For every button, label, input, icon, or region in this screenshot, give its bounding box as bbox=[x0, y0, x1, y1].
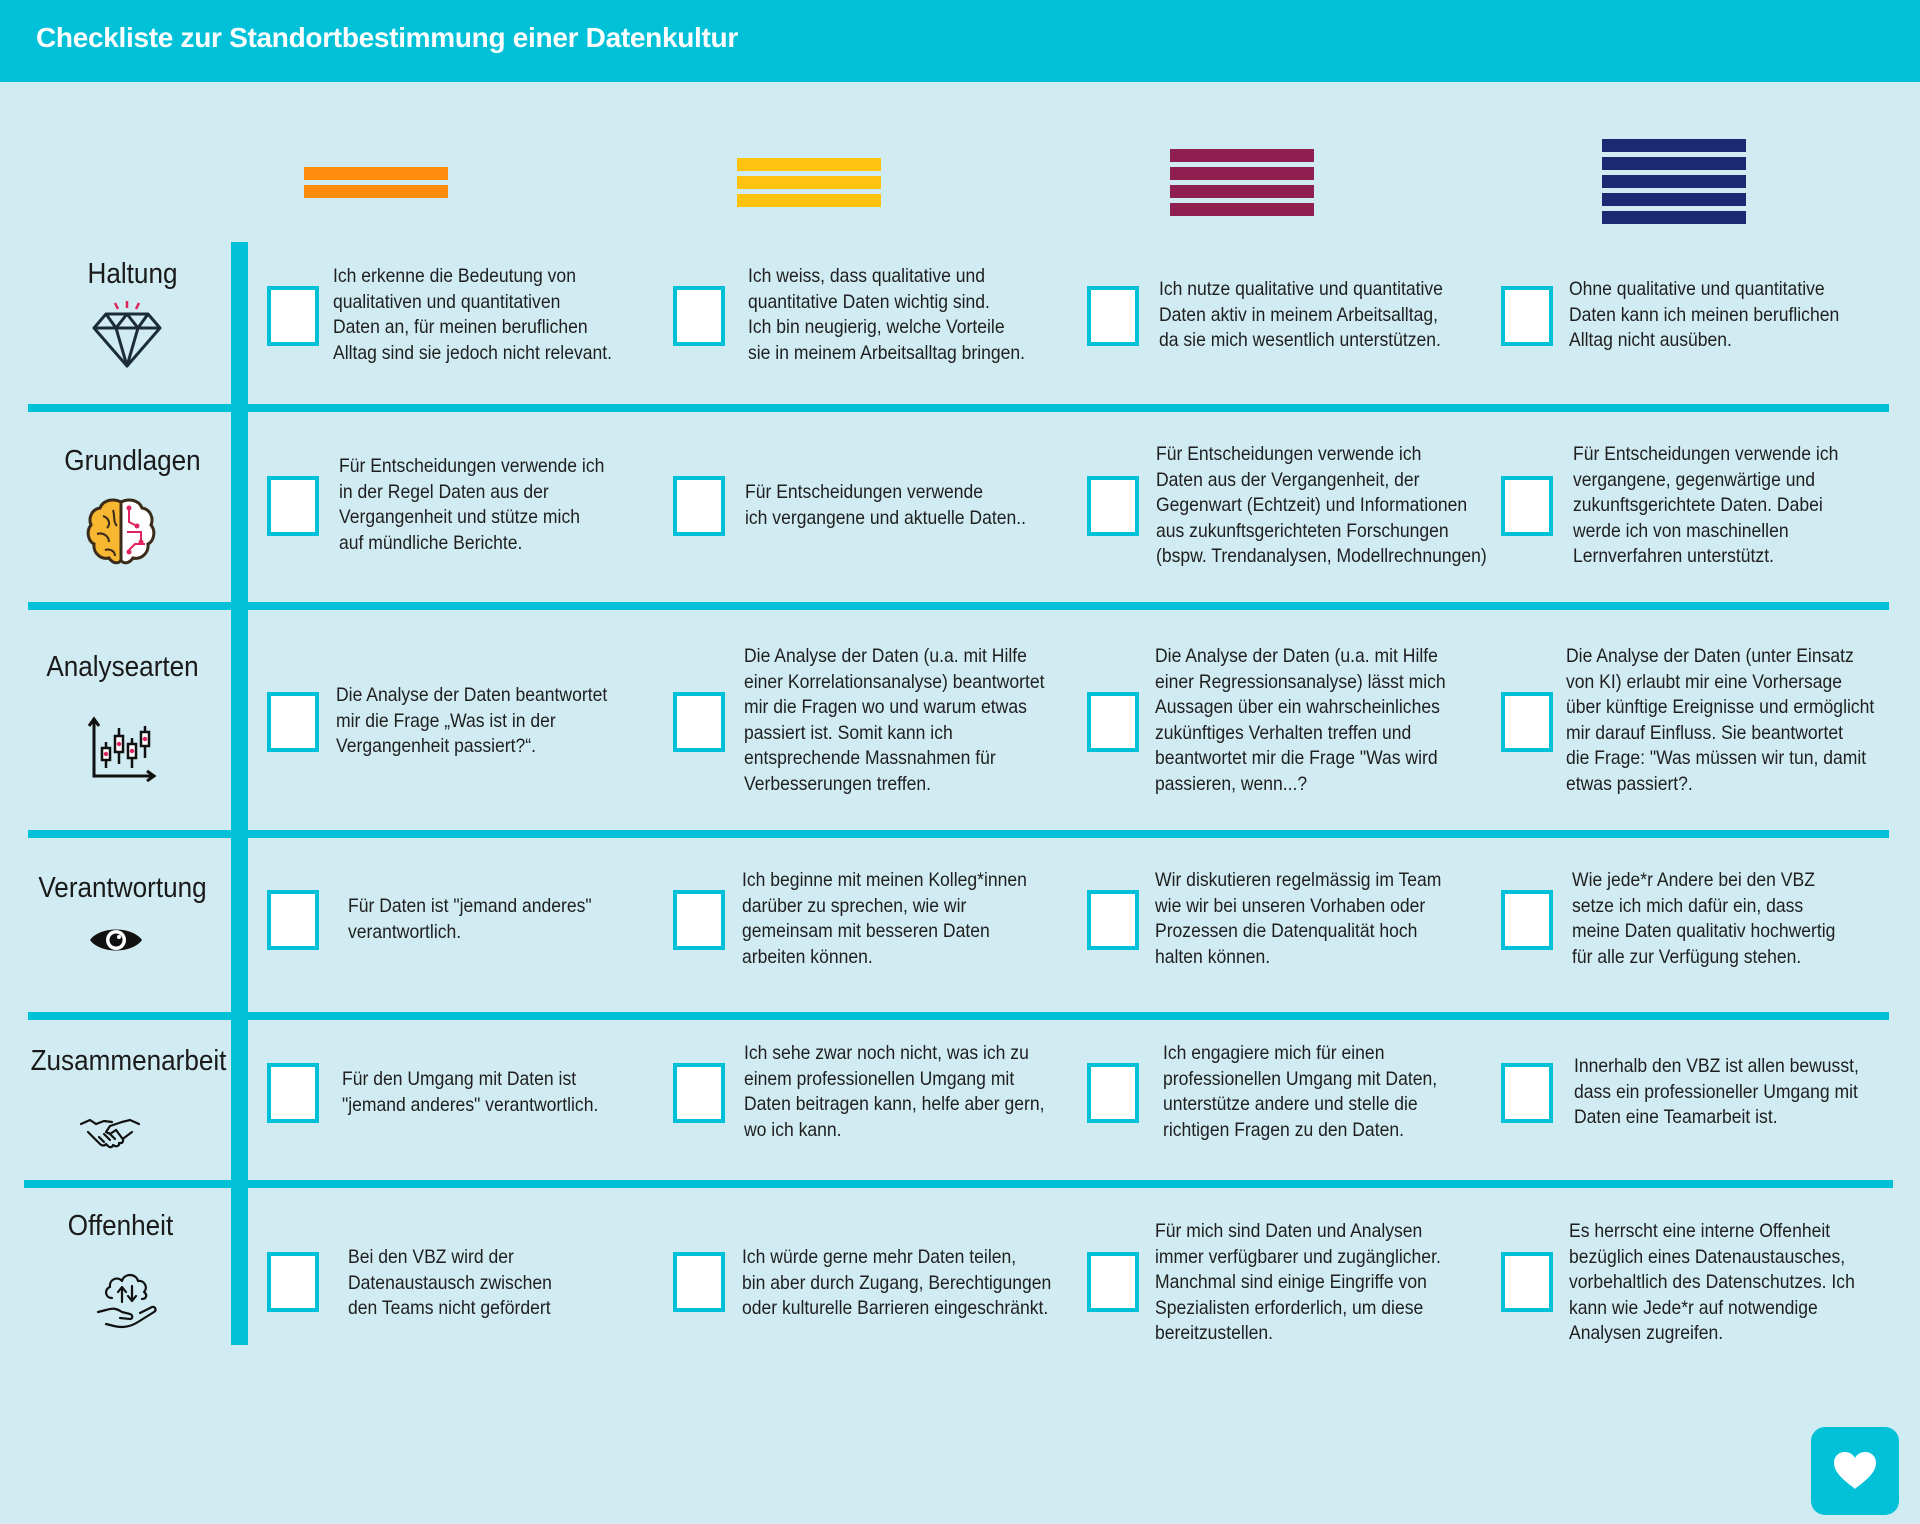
statement-grundlagen-level-1: Für Entscheidungen verwende ich in der Regel Daten aus der Vergangenheit und stütze mich auf mündliche Berichte. bbox=[339, 455, 605, 554]
checkbox-haltung-level-1[interactable] bbox=[267, 286, 319, 346]
level-3-icon bbox=[1170, 149, 1314, 221]
level-2-icon bbox=[737, 158, 881, 212]
statement-offenheit-level-1: Bei den VBZ wird der Datenaustausch zwischen den Teams nicht gefördert bbox=[348, 1246, 552, 1320]
statement-haltung-level-3: Ich nutze qualitative und quantitative Daten aktiv in meinem Arbeitsalltag, da sie mich wesentlich unterstützen. bbox=[1159, 278, 1443, 352]
row-divider bbox=[28, 404, 1889, 412]
checkbox-zusammenarbeit-level-1[interactable] bbox=[267, 1063, 319, 1123]
statement-haltung-level-4: Ohne qualitative und quantitative Daten kann ich meinen beruflichen Alltag nicht ausüben. bbox=[1569, 278, 1840, 352]
category-label-offenheit: Offenheit bbox=[67, 1210, 174, 1242]
heart-icon bbox=[1832, 1451, 1878, 1491]
statement-haltung-level-2: Ich weiss, dass qualitative und quantitative Daten wichtig sind. Ich bin neugierig, welche Vorteile sie in meinem Arbeitsalltag bringen. bbox=[748, 265, 1026, 364]
level-1-icon bbox=[304, 167, 448, 203]
statement-zusammenarbeit-level-1: Für den Umgang mit Daten ist "jemand anderes" verantwortlich. bbox=[342, 1068, 599, 1116]
level-4-icon bbox=[1602, 139, 1746, 229]
category-label-zusammenarbeit: Zusammenarbeit bbox=[30, 1045, 227, 1077]
checkbox-grundlagen-level-4[interactable] bbox=[1501, 476, 1553, 536]
checkbox-verantwortung-level-2[interactable] bbox=[673, 890, 725, 950]
checkbox-haltung-level-3[interactable] bbox=[1087, 286, 1139, 346]
row-divider bbox=[24, 1180, 1893, 1188]
statement-verantwortung-level-2: Ich beginne mit meinen Kolleg*innen darüber zu sprechen, wie wir gemeinsam mit besseren Daten arbeiten können. bbox=[742, 869, 1027, 968]
header-banner bbox=[0, 0, 1920, 82]
statement-verantwortung-level-4: Wie jede*r Andere bei den VBZ setze ich mich dafür ein, dass meine Daten qualitativ hochwertig für alle zur Verfügung stehen. bbox=[1572, 869, 1836, 968]
statement-offenheit-level-3: Für mich sind Daten und Analysen immer verfügbarer und zugänglicher. Manchmal sind einige Eingriffe von Spezialisten erforderlich, um diese bereitzustellen. bbox=[1155, 1220, 1441, 1345]
eye-icon bbox=[88, 923, 144, 957]
brain-icon bbox=[85, 496, 159, 568]
checkbox-grundlagen-level-2[interactable] bbox=[673, 476, 725, 536]
statement-grundlagen-level-2: Für Entscheidungen verwende ich vergangene und aktuelle Daten.. bbox=[745, 481, 1027, 529]
checkbox-zusammenarbeit-level-3[interactable] bbox=[1087, 1063, 1139, 1123]
checkbox-haltung-level-4[interactable] bbox=[1501, 286, 1553, 346]
checkbox-offenheit-level-1[interactable] bbox=[267, 1252, 319, 1312]
statement-haltung-level-1: Ich erkenne die Bedeutung von qualitativen und quantitativen Daten an, für meinen beruflichen Alltag sind sie jedoch nicht relevant. bbox=[333, 265, 613, 364]
checkbox-zusammenarbeit-level-4[interactable] bbox=[1501, 1063, 1553, 1123]
checkbox-offenheit-level-2[interactable] bbox=[673, 1252, 725, 1312]
statement-offenheit-level-4: Es herrscht eine interne Offenheit bezüglich eines Datenaustausches, vorbehaltlich des Datenschutzes. Ich kann wie Jede*r auf notwendige Analysen zugreifen. bbox=[1569, 1220, 1855, 1345]
checkbox-verantwortung-level-4[interactable] bbox=[1501, 890, 1553, 950]
checkbox-zusammenarbeit-level-2[interactable] bbox=[673, 1063, 725, 1123]
statement-offenheit-level-2: Ich würde gerne mehr Daten teilen, bin aber durch Zugang, Berechtigungen oder kulturelle Barrieren eingeschränkt. bbox=[742, 1246, 1052, 1320]
checkbox-verantwortung-level-3[interactable] bbox=[1087, 890, 1139, 950]
checkbox-analysearten-level-4[interactable] bbox=[1501, 692, 1553, 752]
statement-grundlagen-level-3: Für Entscheidungen verwende ich Daten aus der Vergangenheit, der Gegenwart (Echtzeit) und Informationen aus zukunftsgerichteten Forschungen (bspw. Trendanalysen, Modellrechnungen) bbox=[1156, 443, 1487, 568]
checkbox-analysearten-level-2[interactable] bbox=[673, 692, 725, 752]
statement-zusammenarbeit-level-3: Ich engagiere mich für einen professionellen Umgang mit Daten, unterstütze andere und stelle die richtigen Fragen zu den Daten. bbox=[1163, 1042, 1438, 1141]
category-label-verantwortung: Verantwortung bbox=[38, 872, 207, 904]
handshake-icon bbox=[80, 1112, 140, 1154]
statement-zusammenarbeit-level-4: Innerhalb den VBZ ist allen bewusst, dass ein professioneller Umgang mit Daten eine Teamarbeit ist. bbox=[1574, 1055, 1859, 1129]
page-title: Checkliste zur Standortbestimmung einer Datenkultur bbox=[36, 22, 738, 53]
statement-verantwortung-level-1: Für Daten ist "jemand anderes" verantwortlich. bbox=[348, 895, 592, 943]
checkbox-verantwortung-level-1[interactable] bbox=[267, 890, 319, 950]
checkbox-offenheit-level-4[interactable] bbox=[1501, 1252, 1553, 1312]
checkbox-offenheit-level-3[interactable] bbox=[1087, 1252, 1139, 1312]
row-divider bbox=[28, 1012, 1889, 1020]
statement-zusammenarbeit-level-2: Ich sehe zwar noch nicht, was ich zu einem professionellen Umgang mit Daten beitragen kann, helfe aber gern, wo ich kann. bbox=[744, 1042, 1045, 1141]
category-label-haltung: Haltung bbox=[87, 258, 178, 290]
category-label-grundlagen: Grundlagen bbox=[64, 445, 201, 477]
statement-grundlagen-level-4: Für Entscheidungen verwende ich vergangene, gegenwärtige und zukunftsgerichtete Daten. Dabei werde ich von maschinellen Lernverfahren unterstützt. bbox=[1573, 443, 1839, 568]
statement-analysearten-level-1: Die Analyse der Daten beantwortet mir die Frage „Was ist in der Vergangenheit passiert?“. bbox=[336, 684, 608, 758]
checkbox-grundlagen-level-3[interactable] bbox=[1087, 476, 1139, 536]
checkbox-analysearten-level-1[interactable] bbox=[267, 692, 319, 752]
checkbox-grundlagen-level-1[interactable] bbox=[267, 476, 319, 536]
checkbox-analysearten-level-3[interactable] bbox=[1087, 692, 1139, 752]
statement-verantwortung-level-3: Wir diskutieren regelmässig im Team wie wir bei unseren Vorhaben oder Prozessen die Datenqualität hoch halten können. bbox=[1155, 869, 1442, 968]
category-label-analysearten: Analysearten bbox=[46, 651, 199, 683]
favorite-button[interactable] bbox=[1811, 1427, 1899, 1515]
checkbox-haltung-level-2[interactable] bbox=[673, 286, 725, 346]
candlestick-chart-icon bbox=[87, 716, 157, 782]
row-divider bbox=[28, 830, 1889, 838]
diamond-icon bbox=[90, 300, 164, 372]
statement-analysearten-level-4: Die Analyse der Daten (unter Einsatz von KI) erlaubt mir eine Vorhersage über künftige Ereignisse und ermöglicht mir darauf Einfluss. Sie beantwortet die Frage: "Was müssen wir tun, damit etwas passiert?. bbox=[1566, 645, 1875, 795]
row-divider bbox=[28, 602, 1889, 610]
statement-analysearten-level-2: Die Analyse der Daten (u.a. mit Hilfe einer Korrelationsanalyse) beantwortet mir die Fragen wo und warum etwas passiert ist. Somit kann ich entsprechende Massnahmen für Verbesserungen treffen. bbox=[744, 645, 1045, 795]
statement-analysearten-level-3: Die Analyse der Daten (u.a. mit Hilfe einer Regressionsanalyse) lässt mich Aussagen über ein wahrscheinliches zukünftiges Verhalten treffen und beantwortet mir die Frage "Was wird passieren, wenn...? bbox=[1155, 645, 1446, 795]
cloud-hand-icon bbox=[96, 1268, 162, 1330]
